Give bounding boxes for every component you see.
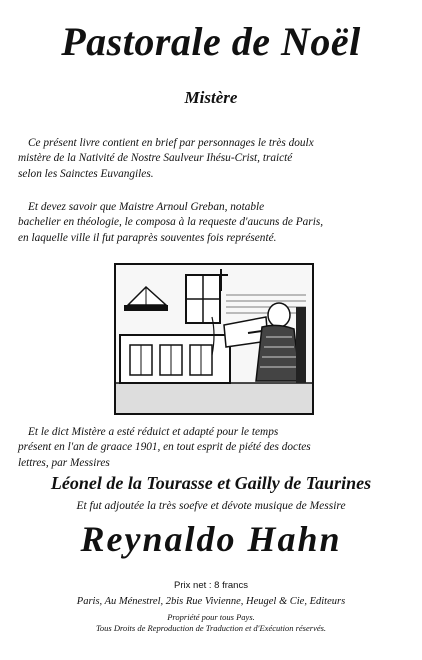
adaptation-line: présent en l'an de graace 1901, en tout esprit de piété des doctes xyxy=(18,441,311,454)
author-note-line: Et devez savoir que Maistre Arnoul Greban, notable xyxy=(28,201,265,213)
intro-line: Ce présent livre contient en brief par personnages le très doulx xyxy=(28,137,314,149)
page-title: Pastorale de Noël xyxy=(61,19,361,64)
page-subtitle: Mistère xyxy=(184,88,238,107)
adaptation-paragraph xyxy=(18,425,406,471)
intro-paragraph xyxy=(18,136,406,182)
adaptation-line: lettres, par Messires xyxy=(18,456,110,469)
author-note-paragraph xyxy=(18,200,406,246)
publisher-line: Paris, Au Ménestrel, 2bis Rue Vivienne, Heugel & Cie, Editeurs xyxy=(76,596,346,607)
intro-line: selon les Sainctes Euvangiles. xyxy=(18,167,154,180)
woodcut-scribe-icon xyxy=(114,263,314,415)
author-note-line: en laquelle ville il fut paraprès souventes fois représenté. xyxy=(18,231,277,244)
price-line: Prix net : 8 francs xyxy=(174,580,248,591)
adaptation-line: Et le dict Mistère a esté réduict et adapté pour le temps xyxy=(28,426,279,438)
rights-line-2: Tous Droits de Reproduction de Traduction et d'Exécution réservés. xyxy=(95,623,327,633)
rights-line-1: Propriété pour tous Pays. xyxy=(167,612,255,622)
music-credit-line: Et fut adjoutée la très soefve et dévote musique de Messire xyxy=(76,500,346,512)
composer-name: Reynaldo Hahn xyxy=(80,519,342,559)
intro-line: mistère de la Nativité de Nostre Saulveur Ihésu-Crist, traicté xyxy=(18,152,293,165)
author-note-line: bachelier en théologie, le composa à la requeste d'aucuns de Paris, xyxy=(18,216,324,229)
authors-line: Léonel de la Tourasse et Gailly de Taurines xyxy=(50,473,372,493)
